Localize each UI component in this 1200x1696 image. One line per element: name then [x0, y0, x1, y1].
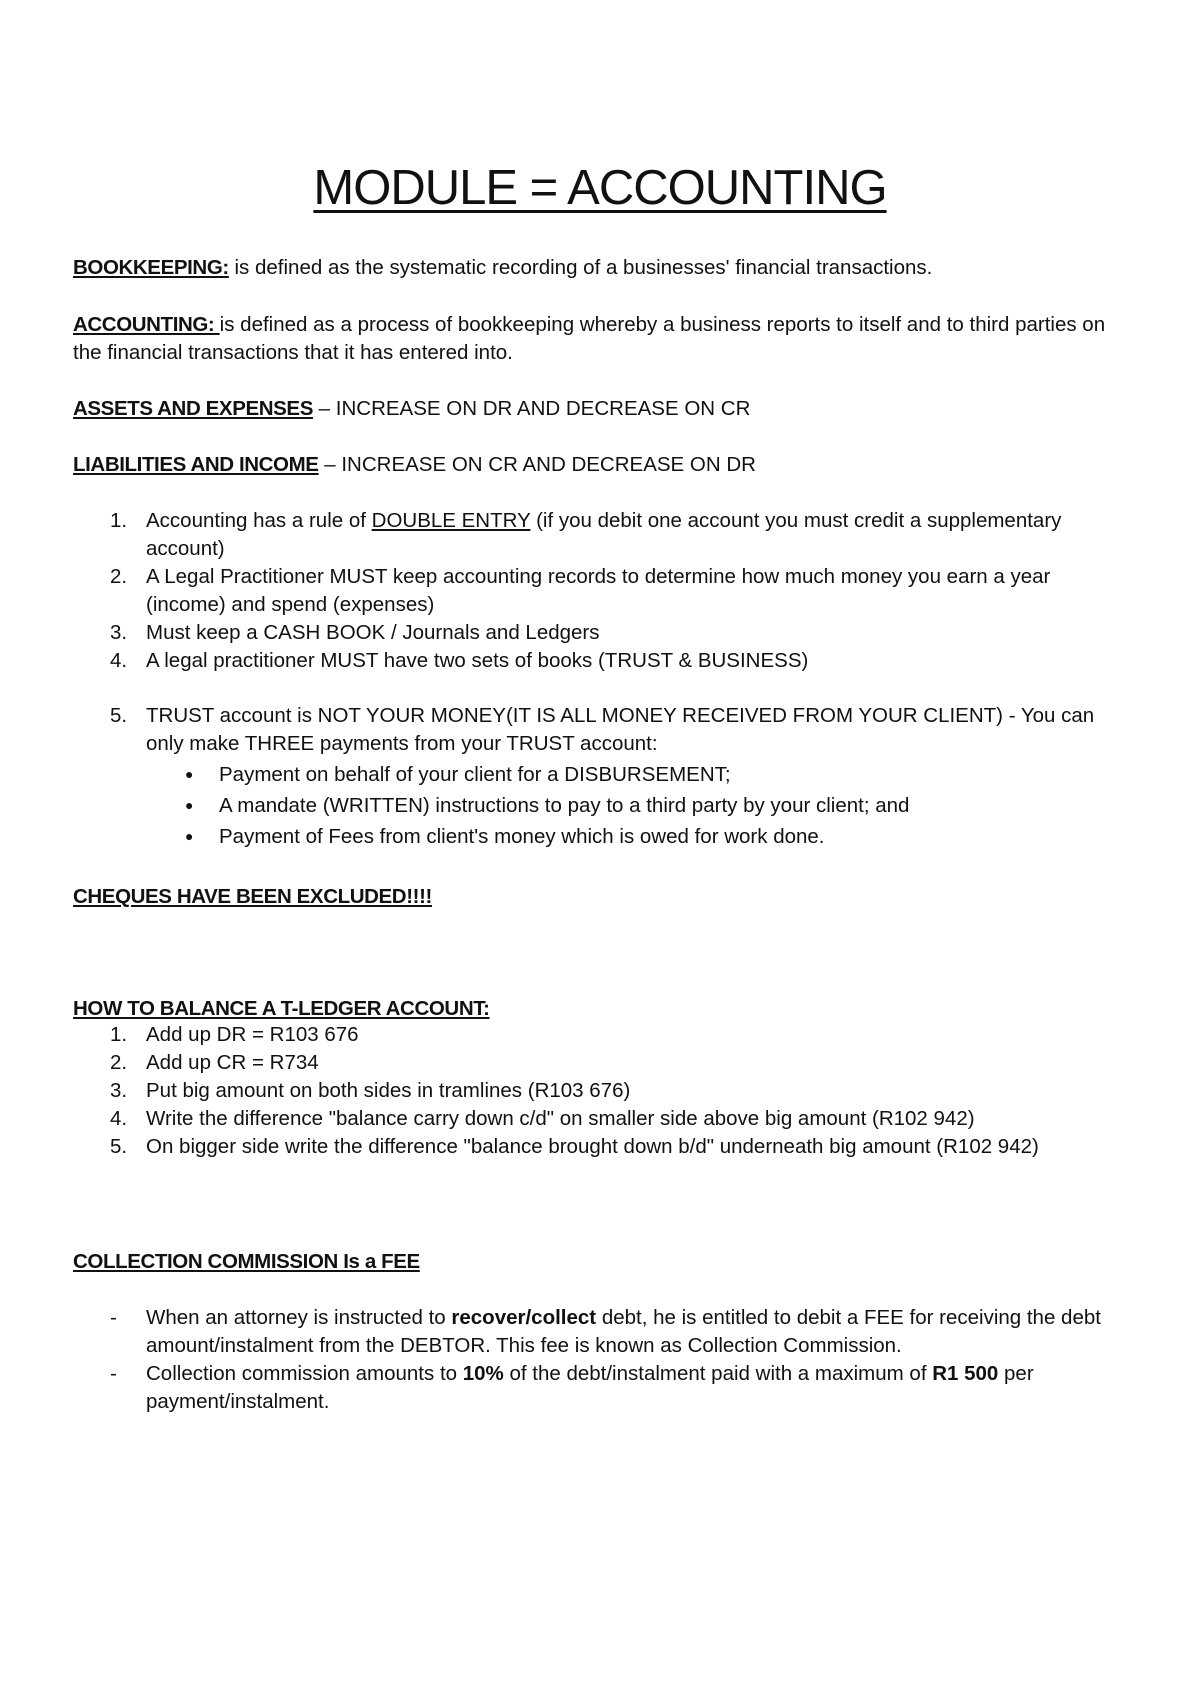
list-item: 4. Write the difference "balance carry down c/d" on smaller side above big amount (R102 942): [110, 1107, 975, 1130]
liabilities-text: – INCREASE ON CR AND DECREASE ON DR: [318, 453, 756, 476]
trust-payment-bullet: ● Payment on behalf of your client for a DISBURSEMENT;: [73, 759, 1133, 790]
list-item: 1. Accounting has a rule of DOUBLE ENTRY (if you debit one account you must credit a supplementary account): [110, 509, 1062, 560]
list-item: - Collection commission amounts to 10% of the debt/instalment paid with a maximum of R1 500 per payment/instalment.: [110, 1362, 1034, 1413]
liabilities-term: LIABILITIES AND INCOME: [73, 453, 319, 476]
balance-heading: HOW TO BALANCE A T-LEDGER ACCOUNT:: [73, 997, 490, 1020]
accounting-term: ACCOUNTING:: [73, 313, 220, 336]
liabilities-income-rule: [73, 451, 1133, 479]
bookkeeping-term: BOOKKEEPING:: [73, 256, 229, 279]
list-item: - When an attorney is instructed to recover/collect debt, he is entitled to debit a FEE for receiving the debt amount/instalment from the DEBTOR. This fee is known as Collection Commission.: [110, 1306, 1101, 1357]
assets-term: ASSETS AND EXPENSES: [73, 397, 313, 420]
commission-heading: COLLECTION COMMISSION Is a FEE: [73, 1250, 420, 1273]
bookkeeping-text: is defined as the systematic recording of a businesses' financial transactions.: [228, 256, 933, 279]
assets-expenses-rule: [73, 395, 1133, 423]
bullet-icon: ●: [185, 797, 194, 813]
list-item: 4. A legal practitioner MUST have two sets of books (TRUST & BUSINESS): [110, 649, 809, 672]
list-item: 3. Put big amount on both sides in tramlines (R103 676): [110, 1079, 631, 1102]
bookkeeping-definition: [73, 254, 1133, 282]
page-title: MODULE = ACCOUNTING: [313, 161, 887, 215]
list-item: 2. A Legal Practitioner MUST keep accounting records to determine how much money you earn a year (income) and spend (expenses): [110, 565, 1051, 616]
list-item: 5. TRUST account is NOT YOUR MONEY(IT IS ALL MONEY RECEIVED FROM YOUR CLIENT) - You can only make THREE payments from your TRUST account:: [110, 704, 1095, 755]
trust-payment-bullet: ● A mandate (WRITTEN) instructions to pay to a third party by your client; and: [73, 790, 1133, 821]
bullet-icon: ●: [185, 766, 194, 782]
assets-text: – INCREASE ON DR AND DECREASE ON CR: [312, 397, 751, 420]
bullet-icon: ●: [185, 828, 194, 844]
trust-payment-bullet: ● Payment of Fees from client's money which is owed for work done.: [73, 821, 1133, 852]
cheques-notice: CHEQUES HAVE BEEN EXCLUDED!!!!: [73, 885, 432, 908]
double-entry-term: DOUBLE ENTRY: [371, 509, 531, 532]
commission-list: [73, 1304, 1133, 1416]
list-item: 5. On bigger side write the difference "balance brought down b/d" underneath big amount (R102 942): [110, 1135, 1039, 1158]
accounting-rules-list: [73, 507, 1133, 852]
accounting-text: is defined as a process of bookkeeping whereby a business reports to itself and to third parties on the financial transactions that it has entered into.: [73, 313, 1106, 364]
list-item: 1. Add up DR = R103 676: [110, 1023, 359, 1046]
accounting-definition: [73, 311, 1133, 367]
list-item: 3. Must keep a CASH BOOK / Journals and Ledgers: [110, 621, 600, 644]
list-item: 2. Add up CR = R734: [110, 1051, 319, 1074]
balance-steps-list: [73, 1021, 1133, 1161]
